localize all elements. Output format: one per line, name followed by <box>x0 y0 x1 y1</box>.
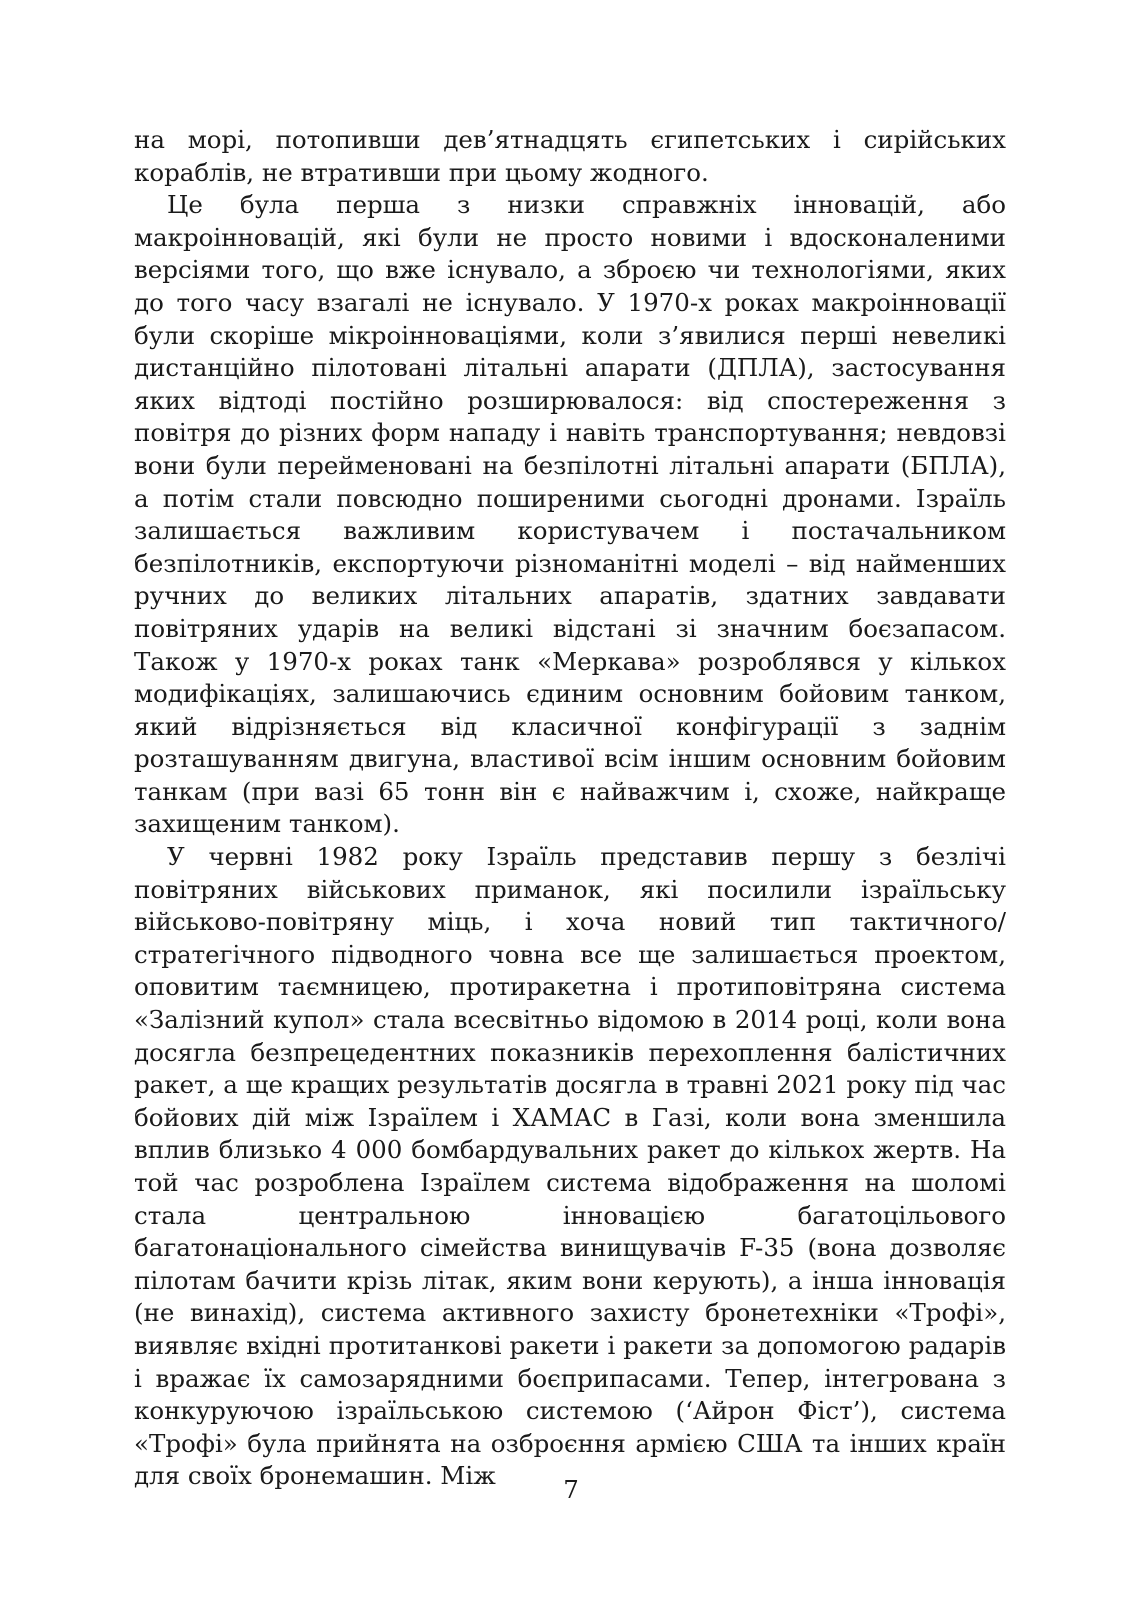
body-text <box>134 124 1006 1493</box>
paragraph-1982: У червні 1982 року Ізраїль представив першу з безлічі повітряних військових приманок, які посилили ізраїльську військово-повітряну міць, і хоча новий тип тактичного/стратегічного підводного човна все ще залишається проектом, оповитим таємницею, протиракетна і протиповітряна система «Залізний купол» стала всесвітньо відомою в 2014 році, коли вона досягла безпрецедентних показників перехоплення балістичних ракет, а ще кращих результатів досягла в травні 2021 року під час бойових дій між Ізраїлем і ХАМАС в Газі, коли вона зменшила вплив близько 4 000 бомбардувальних ракет до кількох жертв. На той час розроблена Ізраїлем система відображення на шоломі стала центральною інновацією багатоцільового багатонаціонального сімейства винищувачів F-35 (вона дозволяє пілотам бачити крізь літак, яким вони керують), а інша інновація (не винахід), система активного захисту бронетехніки «Трофі», виявляє вхідні протитанкові ракети і ракети за допомогою радарів і вражає їх самозарядними боєприпасами. Тепер, інтегрована з конкуруючою ізраїльською системою (‘Айрон Фіст’), система «Трофі» була прийнята на озброєння армією США та інших країн для своїх бронемашин. Між <box>134 842 1006 1491</box>
paragraph-continuation: на морі, потопивши дев’ятнадцять єгипетських і сирійських кораблів, не втративши при цьому жодного. <box>134 125 1006 187</box>
page-number: 7 <box>563 1475 579 1504</box>
paragraph-innovations: Це була перша з низки справжніх інновацій, або макроінновацій, які були не просто новими і вдосконаленими версіями того, що вже існувало, а зброєю чи технологіями, яких до того часу взагалі не існувало. У 1970-х роках макроінновації були скоріше мікроінноваціями, коли з’явилися перші невеликі дистанційно пілотовані літальні апарати (ДПЛА), застосування яких відтоді постійно розширювалося: від спостереження з повітря до різних форм нападу і навіть транспортування; невдовзі вони були перейменовані на безпілотні літальні апарати (БПЛА), а потім стали повсюдно поширеними сьогодні дронами. Ізраїль залишається важливим користувачем і постачальником безпілотників, експортуючи різноманітні моделі – від найменших ручних до великих літальних апаратів, здатних завдавати повітряних ударів на великі відстані зі значним боєзапасом. Також у 1970-х роках танк «Меркава» розроблявся у кількох модифікаціях, залишаючись єдиним основним бойовим танком, який відрізняється від класичної конфігурації з заднім розташуванням двигуна, властивої всім іншим основним бойовим танкам (при вазі 65 тонн він є найважчим і, схоже, найкраще захищеним танком). <box>134 190 1006 839</box>
